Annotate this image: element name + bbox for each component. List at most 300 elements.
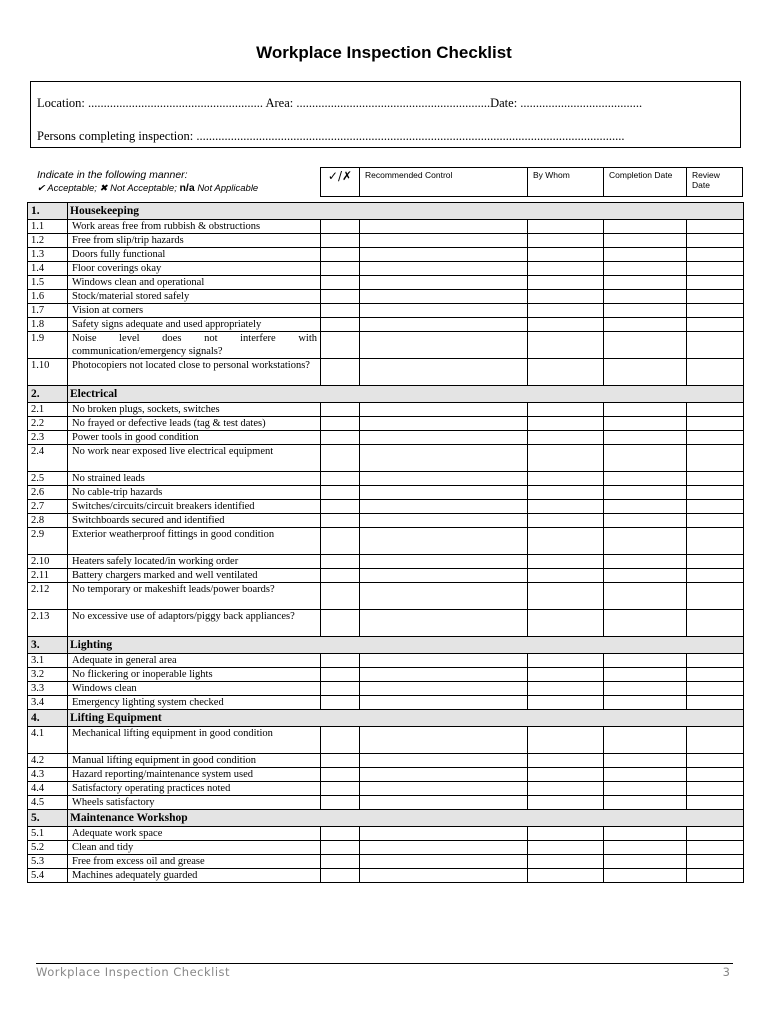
- review-date-cell[interactable]: [687, 768, 744, 782]
- completion-date-cell[interactable]: [604, 318, 687, 332]
- tick-cell[interactable]: [321, 220, 360, 234]
- by-whom-cell[interactable]: [528, 583, 604, 610]
- review-date-cell[interactable]: [687, 555, 744, 569]
- item-description: Power tools in good condition: [68, 431, 321, 445]
- checklist-row: [28, 754, 744, 768]
- item-number: 2.8: [28, 514, 68, 528]
- completion-date-cell[interactable]: [604, 417, 687, 431]
- item-description: Vision at corners: [68, 304, 321, 318]
- review-date-cell[interactable]: [687, 234, 744, 248]
- item-description: Manual lifting equipment in good condition: [68, 754, 321, 768]
- checklist-row: [28, 869, 744, 883]
- item-description: Photocopiers not located close to personal workstations?: [68, 359, 321, 386]
- completion-date-cell[interactable]: [604, 248, 687, 262]
- review-date-cell[interactable]: [687, 220, 744, 234]
- tick-cell[interactable]: [321, 696, 360, 710]
- by-whom-cell[interactable]: [528, 668, 604, 682]
- completion-date-header: Completion Date: [604, 168, 687, 196]
- recommended-control-cell[interactable]: [360, 403, 528, 417]
- recommended-control-cell[interactable]: [360, 514, 528, 528]
- inspection-info-box: [30, 81, 741, 148]
- page-title: Workplace Inspection Checklist: [256, 43, 512, 62]
- recommended-control-cell[interactable]: [360, 486, 528, 500]
- by-whom-cell[interactable]: [528, 486, 604, 500]
- recommended-control-cell[interactable]: [360, 500, 528, 514]
- item-number: 2.9: [28, 528, 68, 555]
- by-whom-cell[interactable]: [528, 782, 604, 796]
- completion-date-cell[interactable]: [604, 569, 687, 583]
- tick-cell[interactable]: [321, 727, 360, 754]
- tick-cell[interactable]: [321, 445, 360, 472]
- tick-cell[interactable]: [321, 500, 360, 514]
- by-whom-cell[interactable]: [528, 234, 604, 248]
- recommended-control-cell[interactable]: [360, 668, 528, 682]
- recommended-control-cell[interactable]: [360, 332, 528, 359]
- item-description: Switchboards secured and identified: [68, 514, 321, 528]
- by-whom-cell[interactable]: [528, 555, 604, 569]
- review-date-cell[interactable]: [687, 855, 744, 869]
- checklist-row: [28, 486, 744, 500]
- by-whom-cell[interactable]: [528, 610, 604, 637]
- recommended-control-cell[interactable]: [360, 827, 528, 841]
- recommended-control-cell[interactable]: [360, 727, 528, 754]
- item-number: 3.4: [28, 696, 68, 710]
- item-number: 4.4: [28, 782, 68, 796]
- legend-na-label: n/a: [179, 182, 195, 194]
- by-whom-header: By Whom: [528, 168, 604, 196]
- checklist-row: [28, 654, 744, 668]
- recommended-control-cell[interactable]: [360, 841, 528, 855]
- tick-cell[interactable]: [321, 827, 360, 841]
- legend-not-acceptable: ✖ Not Acceptable;: [99, 183, 177, 194]
- review-date-cell[interactable]: [687, 290, 744, 304]
- review-date-cell[interactable]: [687, 318, 744, 332]
- recommended-control-cell[interactable]: [360, 417, 528, 431]
- tick-cell[interactable]: [321, 754, 360, 768]
- item-description: Free from slip/trip hazards: [68, 234, 321, 248]
- by-whom-cell[interactable]: [528, 431, 604, 445]
- item-description: No temporary or makeshift leads/power boards?: [68, 583, 321, 610]
- item-number: 1.2: [28, 234, 68, 248]
- item-description: Heaters safely located/in working order: [68, 555, 321, 569]
- tick-cell[interactable]: [321, 768, 360, 782]
- by-whom-cell[interactable]: [528, 569, 604, 583]
- recommended-control-cell[interactable]: [360, 445, 528, 472]
- checklist-row: [28, 610, 744, 637]
- review-date-cell[interactable]: [687, 332, 744, 359]
- tick-cell[interactable]: [321, 682, 360, 696]
- review-date-cell[interactable]: [687, 668, 744, 682]
- tick-cell[interactable]: [321, 304, 360, 318]
- by-whom-cell[interactable]: [528, 262, 604, 276]
- review-date-cell[interactable]: [687, 514, 744, 528]
- recommended-control-cell[interactable]: [360, 682, 528, 696]
- item-number: 2.2: [28, 417, 68, 431]
- item-number: 2.11: [28, 569, 68, 583]
- item-number: 2.5: [28, 472, 68, 486]
- recommended-control-cell[interactable]: [360, 234, 528, 248]
- checklist-row: [28, 220, 744, 234]
- section-header-row: [28, 637, 744, 654]
- checklist-table: [27, 202, 744, 883]
- item-description: Machines adequately guarded: [68, 869, 321, 883]
- completion-date-cell[interactable]: [604, 431, 687, 445]
- item-number: 2.12: [28, 583, 68, 610]
- tick-cell[interactable]: [321, 654, 360, 668]
- item-description: Windows clean: [68, 682, 321, 696]
- completion-date-cell[interactable]: [604, 500, 687, 514]
- completion-date-cell[interactable]: [604, 262, 687, 276]
- item-number: 1.8: [28, 318, 68, 332]
- column-header: [320, 167, 743, 197]
- checklist-row: [28, 841, 744, 855]
- by-whom-cell[interactable]: [528, 318, 604, 332]
- item-number: 5.1: [28, 827, 68, 841]
- item-number: 1.7: [28, 304, 68, 318]
- item-number: 2.6: [28, 486, 68, 500]
- item-description: Free from excess oil and grease: [68, 855, 321, 869]
- completion-date-cell[interactable]: [604, 768, 687, 782]
- completion-date-cell[interactable]: [604, 359, 687, 386]
- completion-date-cell[interactable]: [604, 855, 687, 869]
- completion-date-cell[interactable]: [604, 234, 687, 248]
- completion-date-cell[interactable]: [604, 555, 687, 569]
- checklist-row: [28, 234, 744, 248]
- tick-cell[interactable]: [321, 276, 360, 290]
- by-whom-cell[interactable]: [528, 403, 604, 417]
- by-whom-cell[interactable]: [528, 696, 604, 710]
- completion-date-cell[interactable]: [604, 472, 687, 486]
- by-whom-cell[interactable]: [528, 500, 604, 514]
- checklist-row: [28, 431, 744, 445]
- persons-completing-line[interactable]: Persons completing inspection: .........................................................................................................................................: [37, 129, 625, 143]
- checklist-row: [28, 359, 744, 386]
- completion-date-cell[interactable]: [604, 869, 687, 883]
- completion-date-cell[interactable]: [604, 754, 687, 768]
- completion-date-cell[interactable]: [604, 514, 687, 528]
- section-title: Maintenance Workshop: [68, 810, 744, 827]
- tick-cell[interactable]: [321, 403, 360, 417]
- by-whom-cell[interactable]: [528, 727, 604, 754]
- item-number: 4.1: [28, 727, 68, 754]
- by-whom-cell[interactable]: [528, 855, 604, 869]
- item-description: Hazard reporting/maintenance system used: [68, 768, 321, 782]
- review-date-cell[interactable]: [687, 827, 744, 841]
- by-whom-cell[interactable]: [528, 869, 604, 883]
- item-number: 5.3: [28, 855, 68, 869]
- recommended-control-cell[interactable]: [360, 768, 528, 782]
- completion-date-cell[interactable]: [604, 276, 687, 290]
- by-whom-cell[interactable]: [528, 754, 604, 768]
- recommended-control-cell[interactable]: [360, 431, 528, 445]
- completion-date-cell[interactable]: [604, 682, 687, 696]
- by-whom-cell[interactable]: [528, 276, 604, 290]
- checklist-row: [28, 796, 744, 810]
- completion-date-cell[interactable]: [604, 403, 687, 417]
- by-whom-cell[interactable]: [528, 304, 604, 318]
- recommended-control-cell[interactable]: [360, 696, 528, 710]
- review-date-cell[interactable]: [687, 654, 744, 668]
- item-description: No excessive use of adaptors/piggy back appliances?: [68, 610, 321, 637]
- review-date-cell[interactable]: [687, 782, 744, 796]
- tick-cell[interactable]: [321, 234, 360, 248]
- tick-cell[interactable]: [321, 782, 360, 796]
- section-header-row: [28, 203, 744, 220]
- review-date-cell[interactable]: [687, 248, 744, 262]
- tick-cell[interactable]: [321, 417, 360, 431]
- tick-cell[interactable]: [321, 583, 360, 610]
- completion-date-cell[interactable]: [604, 445, 687, 472]
- item-description: Mechanical lifting equipment in good condition: [68, 727, 321, 754]
- completion-date-cell[interactable]: [604, 332, 687, 359]
- item-number: 1.3: [28, 248, 68, 262]
- section-number: 2.: [28, 386, 68, 403]
- tick-cell[interactable]: [321, 431, 360, 445]
- tick-cell[interactable]: [321, 514, 360, 528]
- recommended-control-cell[interactable]: [360, 855, 528, 869]
- completion-date-cell[interactable]: [604, 696, 687, 710]
- recommended-control-cell[interactable]: [360, 583, 528, 610]
- review-date-cell[interactable]: [687, 276, 744, 290]
- by-whom-cell[interactable]: [528, 654, 604, 668]
- completion-date-cell[interactable]: [604, 654, 687, 668]
- tick-cell[interactable]: [321, 359, 360, 386]
- tick-cell[interactable]: [321, 486, 360, 500]
- item-description: No frayed or defective leads (tag & test dates): [68, 417, 321, 431]
- by-whom-cell[interactable]: [528, 417, 604, 431]
- by-whom-cell[interactable]: [528, 528, 604, 555]
- review-date-cell[interactable]: [687, 869, 744, 883]
- item-number: 1.4: [28, 262, 68, 276]
- checklist-row: [28, 555, 744, 569]
- recommended-control-cell[interactable]: [360, 528, 528, 555]
- recommended-control-cell[interactable]: [360, 782, 528, 796]
- review-date-cell[interactable]: [687, 528, 744, 555]
- item-description: Stock/material stored safely: [68, 290, 321, 304]
- by-whom-cell[interactable]: [528, 514, 604, 528]
- tick-cell[interactable]: [321, 318, 360, 332]
- recommended-control-cell[interactable]: [360, 262, 528, 276]
- footer-title: Workplace Inspection Checklist: [36, 965, 231, 979]
- tick-cell[interactable]: [321, 528, 360, 555]
- by-whom-cell[interactable]: [528, 768, 604, 782]
- checklist-row: [28, 727, 744, 754]
- section-header-row: [28, 386, 744, 403]
- tick-cell[interactable]: [321, 332, 360, 359]
- by-whom-cell[interactable]: [528, 841, 604, 855]
- recommended-control-cell[interactable]: [360, 472, 528, 486]
- review-date-cell[interactable]: [687, 431, 744, 445]
- section-title: Lighting: [68, 637, 744, 654]
- recommended-control-cell[interactable]: [360, 248, 528, 262]
- item-description: Clean and tidy: [68, 841, 321, 855]
- completion-date-cell[interactable]: [604, 528, 687, 555]
- recommended-control-cell[interactable]: [360, 869, 528, 883]
- recommended-control-cell[interactable]: [360, 796, 528, 810]
- review-date-cell[interactable]: [687, 304, 744, 318]
- review-date-cell[interactable]: [687, 796, 744, 810]
- by-whom-cell[interactable]: [528, 290, 604, 304]
- review-date-cell[interactable]: [687, 754, 744, 768]
- tick-cell[interactable]: [321, 290, 360, 304]
- by-whom-cell[interactable]: [528, 796, 604, 810]
- item-description: Adequate in general area: [68, 654, 321, 668]
- by-whom-cell[interactable]: [528, 472, 604, 486]
- completion-date-cell[interactable]: [604, 841, 687, 855]
- review-date-cell[interactable]: [687, 403, 744, 417]
- item-description: No flickering or inoperable lights: [68, 668, 321, 682]
- item-description: Exterior weatherproof fittings in good condition: [68, 528, 321, 555]
- item-number: 2.7: [28, 500, 68, 514]
- tick-cell[interactable]: [321, 262, 360, 276]
- item-number: 1.5: [28, 276, 68, 290]
- checklist-row: [28, 855, 744, 869]
- recommended-control-cell[interactable]: [360, 220, 528, 234]
- legend-acceptable: ✔ Acceptable;: [37, 183, 97, 194]
- item-number: 3.3: [28, 682, 68, 696]
- checklist-row: [28, 472, 744, 486]
- completion-date-cell[interactable]: [604, 583, 687, 610]
- review-date-cell[interactable]: [687, 472, 744, 486]
- completion-date-cell[interactable]: [604, 486, 687, 500]
- checklist-row: [28, 417, 744, 431]
- checklist-row: [28, 318, 744, 332]
- item-description: No broken plugs, sockets, switches: [68, 403, 321, 417]
- checklist-row: [28, 768, 744, 782]
- tick-cell[interactable]: [321, 555, 360, 569]
- tick-cell[interactable]: [321, 796, 360, 810]
- checklist-row: [28, 514, 744, 528]
- item-description: Emergency lighting system checked: [68, 696, 321, 710]
- recommended-control-cell[interactable]: [360, 555, 528, 569]
- recommended-control-cell[interactable]: [360, 569, 528, 583]
- by-whom-cell[interactable]: [528, 248, 604, 262]
- section-header-row: [28, 810, 744, 827]
- tick-cross-header: ✓/✗: [321, 168, 360, 196]
- review-date-cell[interactable]: [687, 359, 744, 386]
- review-date-cell[interactable]: [687, 417, 744, 431]
- tick-cell[interactable]: [321, 855, 360, 869]
- checklist-row: [28, 248, 744, 262]
- review-date-cell[interactable]: [687, 445, 744, 472]
- item-description: Safety signs adequate and used appropriately: [68, 318, 321, 332]
- review-date-cell[interactable]: [687, 583, 744, 610]
- review-date-cell[interactable]: [687, 696, 744, 710]
- checklist-row: [28, 445, 744, 472]
- item-number: 3.2: [28, 668, 68, 682]
- review-date-cell[interactable]: [687, 841, 744, 855]
- checklist-row: [28, 500, 744, 514]
- tick-cell[interactable]: [321, 841, 360, 855]
- section-title: Housekeeping: [68, 203, 744, 220]
- section-number: 4.: [28, 710, 68, 727]
- item-number: 4.3: [28, 768, 68, 782]
- legend-na-text: Not Applicable: [197, 183, 259, 194]
- item-number: 1.1: [28, 220, 68, 234]
- item-description: Satisfactory operating practices noted: [68, 782, 321, 796]
- by-whom-cell[interactable]: [528, 332, 604, 359]
- completion-date-cell[interactable]: [604, 304, 687, 318]
- item-number: 2.4: [28, 445, 68, 472]
- tick-cell[interactable]: [321, 472, 360, 486]
- by-whom-cell[interactable]: [528, 827, 604, 841]
- tick-cell[interactable]: [321, 248, 360, 262]
- completion-date-cell[interactable]: [604, 610, 687, 637]
- checklist-row: [28, 827, 744, 841]
- recommended-control-cell[interactable]: [360, 754, 528, 768]
- review-date-cell[interactable]: [687, 500, 744, 514]
- tick-cell[interactable]: [321, 569, 360, 583]
- item-number: 1.10: [28, 359, 68, 386]
- location-area-date-line[interactable]: Location: ........................................................ Area: ..............................................................Date: .......................................: [37, 96, 643, 110]
- recommended-control-cell[interactable]: [360, 654, 528, 668]
- item-description: Switches/circuits/circuit breakers identified: [68, 500, 321, 514]
- tick-cell[interactable]: [321, 668, 360, 682]
- item-number: 2.13: [28, 610, 68, 637]
- review-date-header: Review Date: [692, 170, 720, 190]
- by-whom-cell[interactable]: [528, 220, 604, 234]
- item-number: 5.4: [28, 869, 68, 883]
- completion-date-cell[interactable]: [604, 782, 687, 796]
- by-whom-cell[interactable]: [528, 682, 604, 696]
- tick-cell[interactable]: [321, 610, 360, 637]
- completion-date-cell[interactable]: [604, 668, 687, 682]
- item-number: 1.9: [28, 332, 68, 359]
- review-date-cell[interactable]: [687, 262, 744, 276]
- item-description: No work near exposed live electrical equipment: [68, 445, 321, 472]
- section-number: 5.: [28, 810, 68, 827]
- section-title: Lifting Equipment: [68, 710, 744, 727]
- review-date-cell[interactable]: [687, 727, 744, 754]
- item-description: Wheels satisfactory: [68, 796, 321, 810]
- footer-divider: [36, 963, 733, 964]
- item-description: Noise level does not interfere with communication/emergency signals?: [68, 332, 321, 359]
- completion-date-cell[interactable]: [604, 827, 687, 841]
- checklist-row: [28, 583, 744, 610]
- item-number: 3.1: [28, 654, 68, 668]
- item-number: 1.6: [28, 290, 68, 304]
- item-number: 4.5: [28, 796, 68, 810]
- completion-date-cell[interactable]: [604, 727, 687, 754]
- review-date-cell[interactable]: [687, 610, 744, 637]
- completion-date-cell[interactable]: [604, 290, 687, 304]
- recommended-control-cell[interactable]: [360, 610, 528, 637]
- by-whom-cell[interactable]: [528, 445, 604, 472]
- item-description: No strained leads: [68, 472, 321, 486]
- item-description: Doors fully functional: [68, 248, 321, 262]
- legend-instruction: Indicate in the following manner:: [37, 169, 188, 181]
- checklist-row: [28, 569, 744, 583]
- item-description: Work areas free from rubbish & obstructions: [68, 220, 321, 234]
- completion-date-cell[interactable]: [604, 796, 687, 810]
- checklist-row: [28, 668, 744, 682]
- recommended-control-cell[interactable]: [360, 318, 528, 332]
- recommended-control-cell[interactable]: [360, 290, 528, 304]
- by-whom-cell[interactable]: [528, 359, 604, 386]
- recommended-control-cell[interactable]: [360, 304, 528, 318]
- completion-date-cell[interactable]: [604, 220, 687, 234]
- checklist-row: [28, 276, 744, 290]
- recommended-control-cell[interactable]: [360, 276, 528, 290]
- recommended-control-cell[interactable]: [360, 359, 528, 386]
- tick-cell[interactable]: [321, 869, 360, 883]
- review-date-cell[interactable]: [687, 682, 744, 696]
- review-date-cell[interactable]: [687, 486, 744, 500]
- review-date-cell[interactable]: [687, 569, 744, 583]
- legend: [37, 169, 258, 195]
- section-number: 3.: [28, 637, 68, 654]
- checklist-row: [28, 304, 744, 318]
